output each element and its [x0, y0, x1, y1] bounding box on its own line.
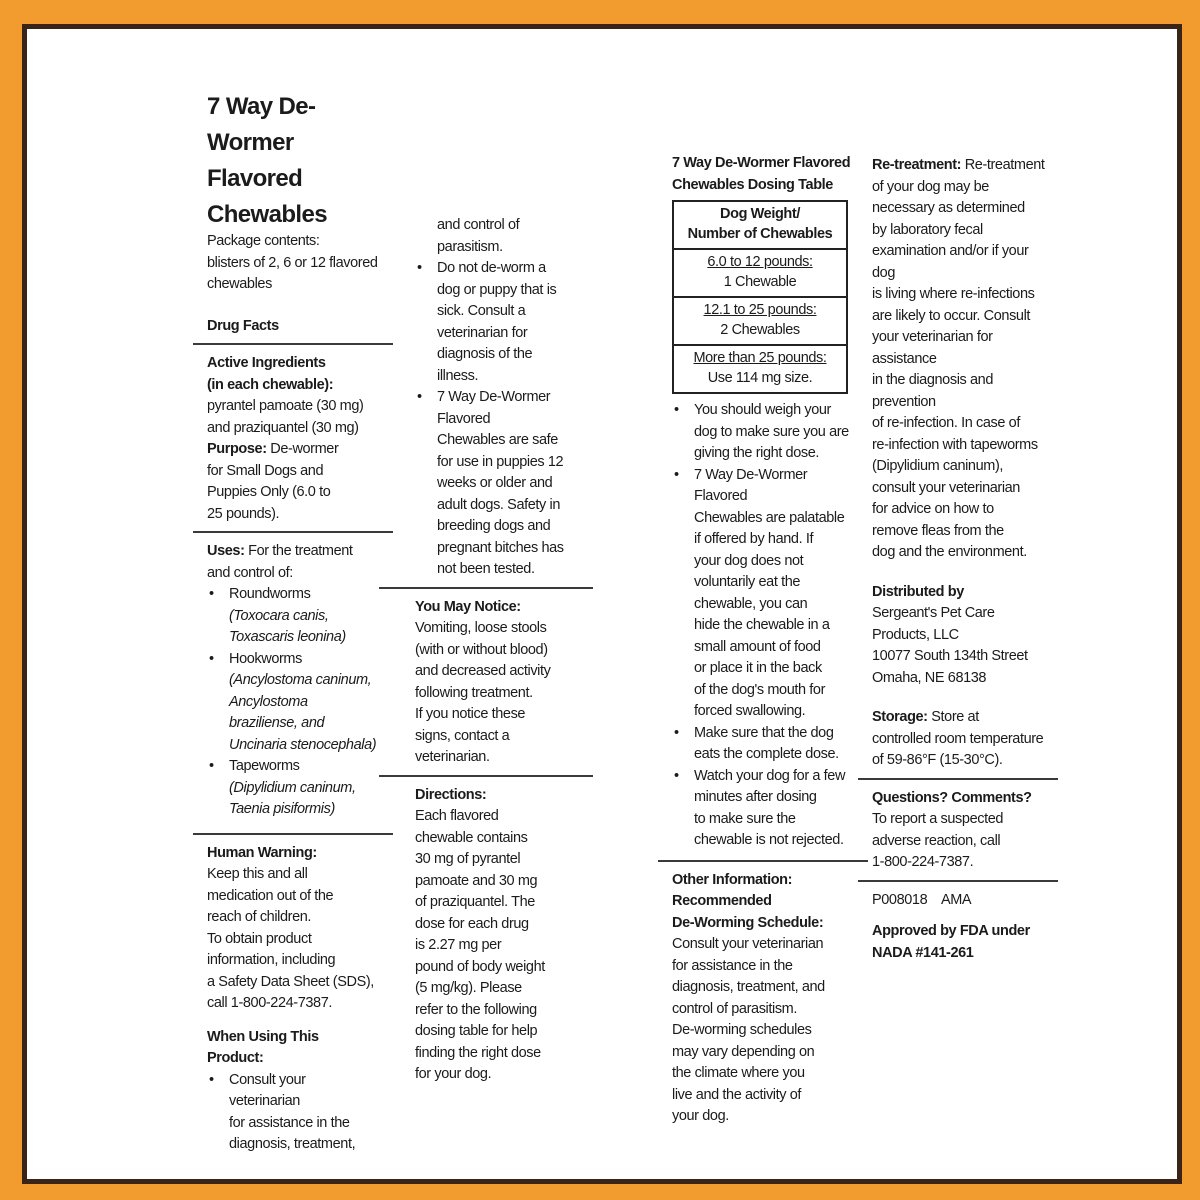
text-line: dose for each drug [415, 915, 529, 932]
text-line: chewable, you can [694, 595, 808, 612]
text-line: of 59-86°F (15-30°C). [872, 752, 1003, 768]
title-line: Flavored [207, 165, 303, 192]
text-line: Omaha, NE 68138 [872, 669, 987, 686]
table-row [673, 201, 847, 249]
text-line: pound of body weight [415, 958, 545, 975]
text-line: adult dogs. Safety in [437, 496, 560, 513]
text-line: and control of [437, 217, 520, 233]
list-item [207, 584, 379, 649]
dose-value: Use 114 mg size. [707, 370, 813, 386]
text-line: Chewables are palatable [694, 509, 845, 526]
text-line: Ancylostoma [229, 693, 308, 710]
text-line: your dog. [672, 1108, 729, 1124]
text-line: breeding dogs and [437, 518, 551, 534]
fda-approval [872, 921, 1052, 964]
text-line: signs, contact a [415, 727, 510, 744]
drug-facts-heading: Drug Facts [207, 317, 279, 334]
text-line: reach of children. [207, 909, 312, 925]
text-line: of praziquantel. The [415, 894, 535, 910]
text-line: • Hookworms [229, 650, 302, 667]
table-row [673, 249, 847, 297]
weight-range: 6.0 to 12 pounds: [707, 254, 813, 270]
text-line: dosing table for help [415, 1023, 538, 1039]
text-line: dog or puppy that is [437, 281, 557, 298]
package-contents [207, 231, 379, 296]
text-line: is 2.27 mg per [415, 937, 502, 953]
divider [858, 778, 1058, 780]
text-line: Store at [927, 709, 979, 725]
divider [379, 775, 593, 777]
list-item [207, 1070, 379, 1156]
you-may-notice [415, 597, 587, 769]
text-line: may vary depending on [672, 1043, 815, 1060]
text-line: (5 mg/kg). Please [415, 980, 522, 996]
text-line: 1-800-224-7387. [872, 854, 974, 870]
dose-value: 1 Chewable [723, 274, 797, 290]
uses-section [207, 541, 379, 821]
table-cell [673, 345, 847, 393]
text-line: adverse reaction, call [872, 832, 1001, 849]
retreatment-label: Re-treatment: [872, 157, 962, 173]
active-ingredients-subheading: (in each chewable): [207, 376, 334, 393]
text-line: consult your veterinarian [872, 479, 1020, 496]
text-line: For the treatment [244, 543, 353, 559]
list-item [207, 649, 379, 757]
uses-label: Uses: [207, 543, 245, 559]
text-line: • Make sure that the dog [694, 724, 834, 741]
weight-range: More than 25 pounds: [693, 350, 827, 366]
human-warning-heading: Human Warning: [207, 844, 317, 861]
text-line: Each flavored [415, 808, 499, 824]
human-warning [207, 843, 379, 1015]
table-cell [673, 249, 847, 297]
when-using [207, 1027, 379, 1156]
divider [193, 833, 393, 835]
retreatment [872, 155, 1052, 564]
text-line: for advice on how to [872, 501, 994, 517]
text-line: necessary as determined [872, 200, 1025, 216]
text-line: De-wormer [266, 441, 339, 457]
text-line: your dog does not [694, 552, 804, 569]
list-item [672, 400, 862, 465]
text-line: To report a suspected [872, 811, 1004, 827]
text-line: for your dog. [415, 1066, 492, 1082]
text-line: and decreased activity [415, 663, 551, 679]
text-line: for assistance in the [229, 1114, 350, 1131]
text-line: live and the activity of [672, 1086, 802, 1103]
divider [379, 587, 593, 589]
text-line: veterinarian. [415, 749, 490, 765]
text-line: weeks or older and [437, 475, 553, 491]
text-line: chewable is not rejected. [694, 832, 844, 848]
divider [193, 531, 393, 533]
text-line: • 7 Way De-Wormer Flavored [437, 389, 551, 427]
label-frame [22, 24, 1182, 1184]
text-line: Package contents: [207, 233, 320, 249]
text-line: (Dipylidium caninum, [229, 779, 356, 796]
text-line: • Tapeworms [229, 758, 300, 774]
text-line: 30 mg of pyrantel [415, 851, 521, 867]
other-info-subheading: Recommended [672, 893, 772, 909]
text-line: De-worming schedules [672, 1022, 812, 1038]
list-item [672, 723, 862, 766]
active-ingredients [207, 353, 379, 525]
text-line: Uncinaria stenocephala) [229, 736, 377, 753]
when-using-heading: When Using This [207, 1028, 319, 1045]
text-line: diagnosis of the [437, 346, 533, 362]
text-line: If you notice these [415, 706, 526, 722]
column-3 [672, 153, 862, 1128]
text-line: veterinarian for [437, 324, 528, 341]
list-item [672, 766, 862, 852]
text-line: forced swallowing. [694, 703, 806, 719]
text-line: (Ancylostoma caninum, [229, 672, 372, 688]
table-cell [673, 297, 847, 345]
text-line: blisters of 2, 6 or 12 flavored [207, 254, 378, 271]
list-item [415, 387, 587, 581]
text-line: control of parasitism. [672, 1000, 797, 1017]
text-line: Vomiting, loose stools [415, 620, 547, 636]
text-line: information, including [207, 952, 336, 968]
text-line: • You should weigh your [694, 402, 831, 418]
text-line: Chewables Dosing Table [672, 176, 833, 193]
dosing-notes-list [672, 400, 862, 852]
text-line: the climate where you [672, 1065, 805, 1081]
when-using-list-continued [415, 258, 587, 581]
text-line: sick. Consult a [437, 303, 526, 319]
dosing-table [672, 200, 848, 394]
notice-heading: You May Notice: [415, 598, 521, 615]
text-line: Consult your veterinarian [672, 936, 824, 952]
text-line: • Consult your veterinarian [229, 1071, 306, 1109]
text-line: 10077 South 134th Street [872, 648, 1028, 664]
product-code: P008018 AMA [872, 891, 972, 908]
column-1 [207, 89, 379, 1156]
text-line: a Safety Data Sheet (SDS), [207, 973, 374, 990]
text-line: and control of: [207, 564, 293, 581]
text-line: chewable contains [415, 829, 528, 846]
divider [858, 880, 1058, 882]
directions [415, 785, 587, 1086]
dosing-table-title [672, 153, 862, 196]
text-line: Number of Chewables [687, 226, 833, 242]
text-line: and praziquantel (30 mg) [207, 419, 359, 436]
text-line: illness. [437, 367, 479, 384]
dose-value: 2 Chewables [720, 322, 800, 338]
text-line: dog to make sure you are [694, 423, 849, 440]
text-line: (Dipylidium caninum), [872, 458, 1003, 474]
other-info-heading: Other Information: [672, 871, 793, 888]
active-ingredients-heading: Active Ingredients [207, 355, 326, 371]
uses-list [207, 584, 379, 821]
text-line: if offered by hand. If [694, 531, 814, 547]
text-line: hide the chewable in a [694, 617, 830, 633]
weight-range: 12.1 to 25 pounds: [703, 302, 817, 318]
text-line: refer to the following [415, 1001, 537, 1018]
text-line: 25 pounds). [207, 505, 280, 522]
text-line: controlled room temperature [872, 730, 1044, 747]
text-line: Dog Weight/ [720, 206, 800, 222]
text-line: • 7 Way De-Wormer Flavored [694, 466, 808, 504]
list-item [207, 756, 379, 821]
text-line: (with or without blood) [415, 641, 548, 658]
other-info-subheading: De-Worming Schedule: [672, 914, 824, 931]
text-line: parasitism. [437, 238, 503, 255]
text-line: 7 Way De-Wormer Flavored [672, 155, 851, 171]
text-line: small amount of food [694, 638, 821, 655]
text-line: your veterinarian for assistance [872, 329, 993, 367]
text-line: Approved by FDA under [872, 923, 1030, 939]
text-line: Puppies Only (6.0 to [207, 484, 331, 500]
text-line: pregnant bitches has [437, 539, 564, 556]
questions-heading: Questions? Comments? [872, 789, 1032, 806]
storage [872, 707, 1052, 772]
text-line: voluntarily eat the [694, 574, 801, 590]
text-line: pamoate and 30 mg [415, 872, 538, 889]
text-line: of your dog may be [872, 178, 989, 195]
text-line: of the dog's mouth for [694, 681, 825, 698]
table-row [673, 297, 847, 345]
text-line: to make sure the [694, 810, 796, 827]
text-line: is living where re-infections [872, 286, 1035, 302]
text-line: chewables [207, 276, 272, 292]
text-line: remove fleas from the [872, 522, 1004, 539]
text-line: not been tested. [437, 561, 535, 577]
text-line: finding the right dose [415, 1044, 541, 1061]
other-information [672, 870, 862, 1128]
text-line: Sergeant's Pet Care Products, LLC [872, 605, 995, 643]
text-line: • Watch your dog for a few [694, 767, 846, 784]
text-line: are likely to occur. Consult [872, 307, 1031, 324]
text-line: pyrantel pamoate (30 mg) [207, 398, 364, 414]
text-line: NADA #141-261 [872, 944, 974, 961]
text-line: To obtain product [207, 930, 312, 947]
text-line: by laboratory fecal [872, 221, 983, 238]
text-line: following treatment. [415, 684, 533, 701]
text-line: Chewables are safe [437, 432, 558, 448]
text-line: Re-treatment [961, 157, 1045, 173]
text-line: re-infection with tapeworms [872, 436, 1038, 453]
product-title [207, 89, 382, 233]
text-line: Toxascaris leonina) [229, 629, 346, 645]
text-line: (Toxocara canis, [229, 607, 329, 624]
table-row [673, 345, 847, 393]
text-line: giving the right dose. [694, 445, 820, 461]
questions [872, 788, 1052, 874]
title-line: Chewables [207, 201, 327, 228]
continued-item [415, 215, 587, 258]
text-line: dog and the environment. [872, 544, 1027, 560]
directions-heading: Directions: [415, 786, 487, 803]
text-line: call 1-800-224-7387. [207, 995, 333, 1011]
list-item [415, 258, 587, 387]
divider [193, 343, 393, 345]
text-line: Keep this and all [207, 866, 308, 882]
when-using-heading: Product: [207, 1050, 264, 1066]
text-line: of re-infection. In case of [872, 415, 1020, 431]
text-line: diagnosis, treatment, and [672, 979, 825, 995]
list-item [672, 465, 862, 723]
text-line: for use in puppies 12 [437, 453, 564, 470]
text-line: medication out of the [207, 887, 334, 904]
text-line: braziliense, and [229, 715, 325, 731]
text-line: for Small Dogs and [207, 462, 324, 479]
text-line: or place it in the back [694, 660, 822, 676]
text-line: minutes after dosing [694, 789, 817, 805]
text-line: diagnosis, treatment, [229, 1136, 356, 1152]
distributed-by [872, 582, 1052, 690]
when-using-list [207, 1070, 379, 1156]
text-line: Taenia pisiformis) [229, 801, 335, 817]
text-line: examination and/or if your dog [872, 243, 1029, 281]
purpose-label: Purpose: [207, 441, 267, 457]
column-4 [872, 155, 1052, 964]
text-line: eats the complete dose. [694, 746, 839, 762]
text-line: in the diagnosis and prevention [872, 372, 993, 410]
table-header-cell [673, 201, 847, 249]
column-2 [415, 215, 587, 1086]
title-line: 7 Way De-Wormer [207, 93, 316, 156]
distributed-heading: Distributed by [872, 583, 964, 600]
storage-label: Storage: [872, 709, 928, 725]
text-line: • Roundworms [229, 586, 311, 602]
text-line: for assistance in the [672, 957, 793, 974]
divider [658, 860, 868, 862]
text-line: • Do not de-worm a [437, 260, 546, 276]
